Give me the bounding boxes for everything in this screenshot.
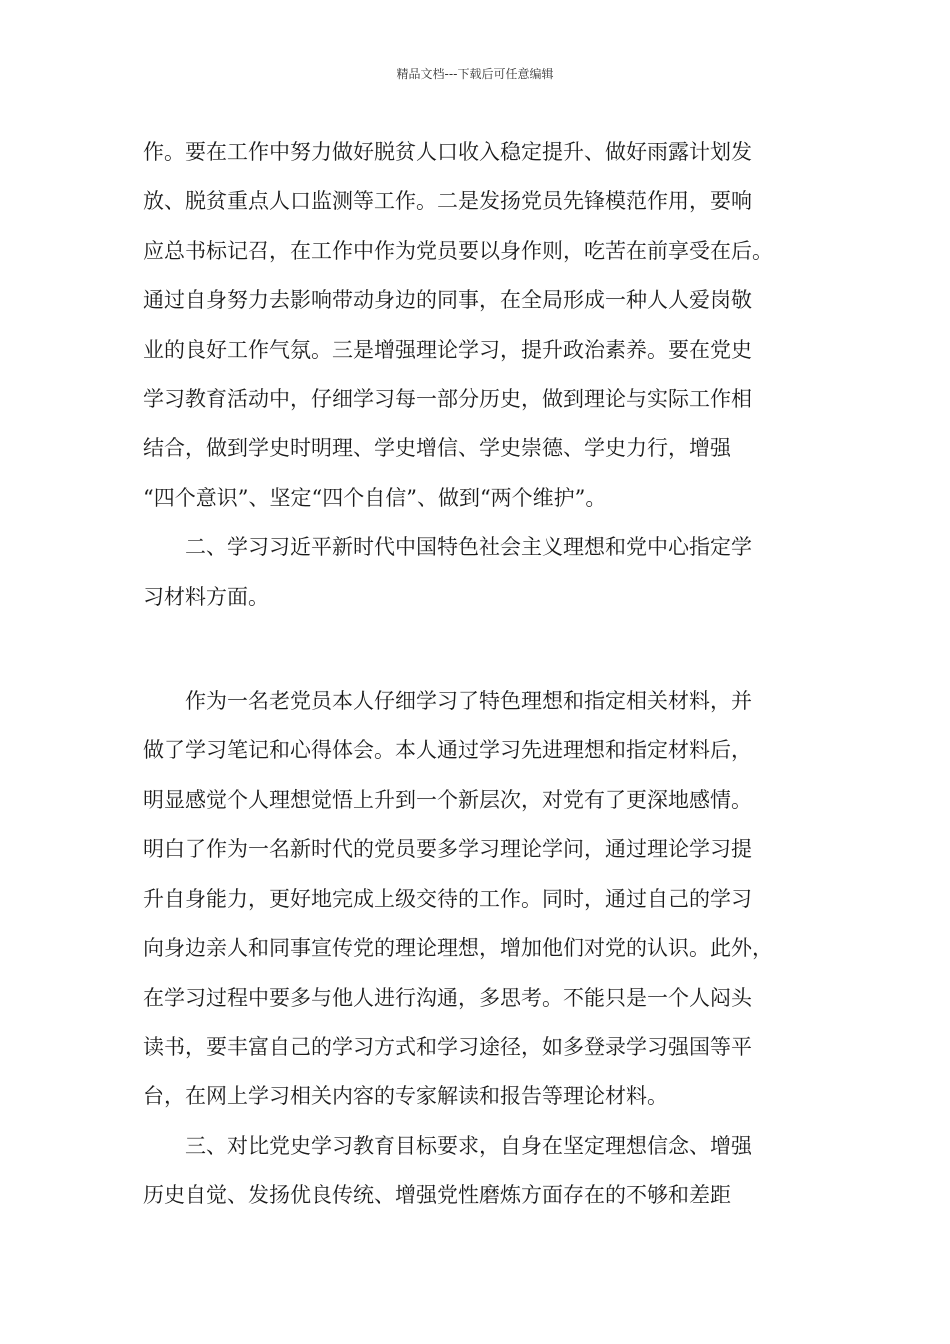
body-line-2: 放、脱贫重点人口监测等工作。二是发扬党员先锋模范作用，要响	[143, 189, 752, 213]
paragraph-2-line-9: 台，在网上学习相关内容的专家解读和报告等理论材料。	[143, 1084, 668, 1108]
paragraph-2-line-3: 明显感觉个人理想觉悟上升到一个新层次，对党有了更深地感情。	[143, 788, 752, 812]
paragraph-2-line-1: 作为一名老党员本人仔细学习了特色理想和指定相关材料，并	[185, 689, 752, 713]
body-line-3: 应总书标记召，在工作中作为党员要以身作则，吃苦在前享受在后。	[143, 239, 773, 263]
section-heading-2-line-2: 习材料方面。	[143, 585, 269, 609]
section-heading-3-line-2: 历史自觉、发扬优良传统、增强党性磨炼方面存在的不够和差距	[143, 1183, 731, 1207]
paragraph-2-line-6: 向身边亲人和同事宣传党的理论理想，增加他们对党的认识。此外，	[143, 936, 773, 960]
body-line-1: 作。要在工作中努力做好脱贫人口收入稳定提升、做好雨露计划发	[143, 140, 752, 164]
section-heading-2-line-1: 二、学习习近平新时代中国特色社会主义理想和党中心指定学	[185, 535, 752, 559]
page-header: 精品文档---下载后可任意编辑	[396, 67, 554, 81]
body-line-7: 结合，做到学史时明理、学史增信、学史崇德、学史力行，增强	[143, 436, 731, 460]
body-line-8: “四个意识”、坚定“四个自信”、做到“两个维护”。	[143, 486, 607, 510]
paragraph-2-line-8: 读书，要丰富自己的学习方式和学习途径，如多登录学习强国等平	[143, 1035, 752, 1059]
paragraph-2-line-5: 升自身能力，更好地完成上级交待的工作。同时，通过自己的学习	[143, 887, 752, 911]
paragraph-2-line-4: 明白了作为一名新时代的党员要多学习理论学问，通过理论学习提	[143, 837, 752, 861]
paragraph-2-line-7: 在学习过程中要多与他人进行沟通，多思考。不能只是一个人闷头	[143, 986, 752, 1010]
body-line-5: 业的良好工作气氛。三是增强理论学习，提升政治素养。要在党史	[143, 338, 752, 362]
section-heading-3-line-1: 三、对比党史学习教育目标要求，自身在坚定理想信念、增强	[185, 1134, 752, 1158]
body-line-6: 学习教育活动中，仔细学习每一部分历史，做到理论与实际工作相	[143, 387, 752, 411]
body-line-4: 通过自身努力去影响带动身边的同事，在全局形成一种人人爱岗敬	[143, 288, 752, 312]
paragraph-2-line-2: 做了学习笔记和心得体会。本人通过学习先进理想和指定材料后，	[143, 738, 752, 762]
